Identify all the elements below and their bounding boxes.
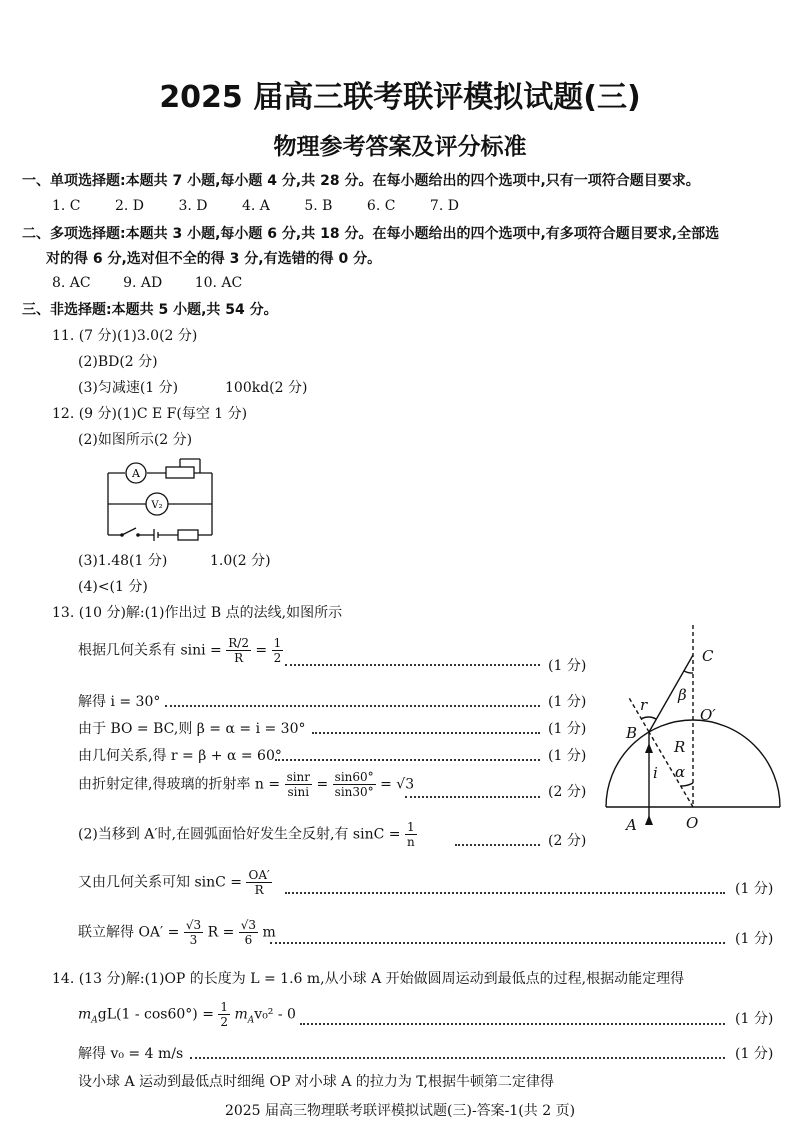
q12-line3a: (3)1.48(1 分) xyxy=(78,553,168,569)
part2-answers xyxy=(52,275,242,291)
label-C: C xyxy=(702,647,714,665)
q13-step7: 又由几何关系可知 sinC = $\frac{OA'}{R}$ xyxy=(78,868,270,897)
answer-7: 7. D xyxy=(429,198,459,214)
answer-10: 10. AC xyxy=(194,275,243,291)
part2-heading: 二、多项选择题:本题共 3 小题,每小题 6 分,共 18 分。在每小题给出的四个选项中,有多项符合题目要求,全部选 xyxy=(22,226,720,242)
page-title: 2025 届高三联考联评模拟试题(三) xyxy=(159,80,641,115)
answer-2: 2. D xyxy=(114,198,145,214)
ammeter-symbol: A xyxy=(132,467,140,480)
dots xyxy=(275,759,540,761)
q12-line1: 12. (9 分)(1)C E F(每空 1 分) xyxy=(52,406,248,422)
dots xyxy=(165,705,540,707)
q12-line3b: 1.0(2 分) xyxy=(210,553,271,569)
page-subtitle: 物理参考答案及评分标准 xyxy=(273,134,527,160)
q12-line4: (4)<(1 分) xyxy=(78,579,148,595)
q14-last: 设小球 A 运动到最低点时细绳 OP 对小球 A 的拉力为 T,根据牛顿第二定律得 xyxy=(78,1074,554,1090)
q13-step5-score: (2 分) xyxy=(548,784,587,800)
answer-4: 4. A xyxy=(241,198,270,214)
q13-step1-half: $\frac{1}{2}$ xyxy=(273,636,282,665)
dots xyxy=(270,942,725,944)
answer-6: 6. C xyxy=(366,198,396,214)
dots xyxy=(190,1057,725,1059)
q13-intro: 13. (10 分)解:(1)作出过 B 点的法线,如图所示 xyxy=(52,605,343,621)
dots xyxy=(285,664,540,666)
answer-5: 5. B xyxy=(304,198,333,214)
q13-step5: 由折射定律,得玻璃的折射率 n = $\frac{\sin r}{\sin i}$ = $\frac{\sin 60^\circ}{\sin 30^\circ}$ = √3 xyxy=(78,770,415,799)
q14-eq2: 解得 v₀ = 4 m/s xyxy=(78,1046,184,1062)
voltmeter-symbol: V₂ xyxy=(151,500,163,511)
q14-intro: 14. (13 分)解:(1)OP 的长度为 L = 1.6 m,从小球 A 开始做圆周运动到最低点的过程,根据动能定理得 xyxy=(52,971,685,987)
q13-step8-score: (1 分) xyxy=(735,931,774,947)
q13-step6: (2)当移到 A′时,在圆弧面恰好发生全反射,有 sinC = $\frac{1}{n}$ xyxy=(78,820,415,849)
q13-step3-score: (1 分) xyxy=(548,721,587,737)
dots xyxy=(300,1023,725,1025)
label-B: B xyxy=(626,724,638,742)
circuit-diagram xyxy=(100,455,225,545)
q13-step2: 解得 i = 30° xyxy=(78,694,161,710)
dots xyxy=(405,796,540,798)
q13-step3: 由于 BO = BC,则 β = α = i = 30° xyxy=(78,721,306,737)
label-O-prime: O′ xyxy=(700,706,716,724)
q13-step1: 根据几何关系有 sini = $\frac{R/2}{R}$ = $\frac{1}{2}$ xyxy=(78,636,282,665)
label-i: i xyxy=(653,764,658,782)
q13-step1-text: 根据几何关系有 sini = xyxy=(78,642,222,659)
answer-9: 9. AD xyxy=(123,275,163,291)
page-footer: 2025 届高三物理联考联评模拟试题(三)-答案-1(共 2 页) xyxy=(224,1103,576,1119)
q13-step8: 联立解得 OA′ = $\frac{√3}{3}$ R = $\frac{√3}{6}$ m xyxy=(78,918,276,947)
q14-eq2-score: (1 分) xyxy=(735,1046,774,1062)
label-beta: β xyxy=(678,686,687,704)
q11-line3a: (3)匀减速(1 分) xyxy=(78,380,179,396)
dots xyxy=(312,732,540,734)
q13-step1-frac: $\frac{R/2}{R}$ xyxy=(228,636,249,665)
q13-step2-score: (1 分) xyxy=(548,694,587,710)
label-r: r xyxy=(640,696,648,714)
q13-step6-score: (2 分) xyxy=(548,833,587,849)
q13-step7-score: (1 分) xyxy=(735,881,774,897)
q11-line3b: 100kd(2 分) xyxy=(225,380,308,396)
dots xyxy=(455,844,540,846)
answer-3: 3. D xyxy=(178,198,208,214)
label-O: O xyxy=(686,814,699,832)
q13-step4: 由几何关系,得 r = β + α = 60° xyxy=(78,748,282,764)
q13-step4-score: (1 分) xyxy=(548,748,587,764)
q13-step1-score: (1 分) xyxy=(548,658,587,674)
optics-diagram xyxy=(598,625,788,840)
label-A: A xyxy=(626,816,637,834)
answer-8: 8. AC xyxy=(52,275,91,291)
dots xyxy=(285,892,725,894)
q14-eq1: $m_AgL(1 - \cos 60^\circ)$ = $\frac{1}{2}$ $m_Av_0^2 - 0$ xyxy=(78,1000,296,1029)
part3-heading: 三、非选择题:本题共 5 小题,共 54 分。 xyxy=(22,302,278,318)
part1-answers xyxy=(52,198,459,214)
answer-1: 1. C xyxy=(52,198,81,214)
part1-heading: 一、单项选择题:本题共 7 小题,每小题 4 分,共 28 分。在每小题给出的四个选项中,只有一项符合题目要求。 xyxy=(22,173,700,189)
q12-line2: (2)如图所示(2 分) xyxy=(78,432,193,448)
q11-line1: 11. (7 分)(1)3.0(2 分) xyxy=(52,328,198,344)
label-alpha: α xyxy=(675,763,686,781)
q14-eq1-score: (1 分) xyxy=(735,1011,774,1027)
q11-line2: (2)BD(2 分) xyxy=(78,354,158,370)
part2-heading-cont: 对的得 6 分,选对但不全的得 3 分,有选错的得 0 分。 xyxy=(46,251,382,267)
label-R: R xyxy=(674,738,686,756)
